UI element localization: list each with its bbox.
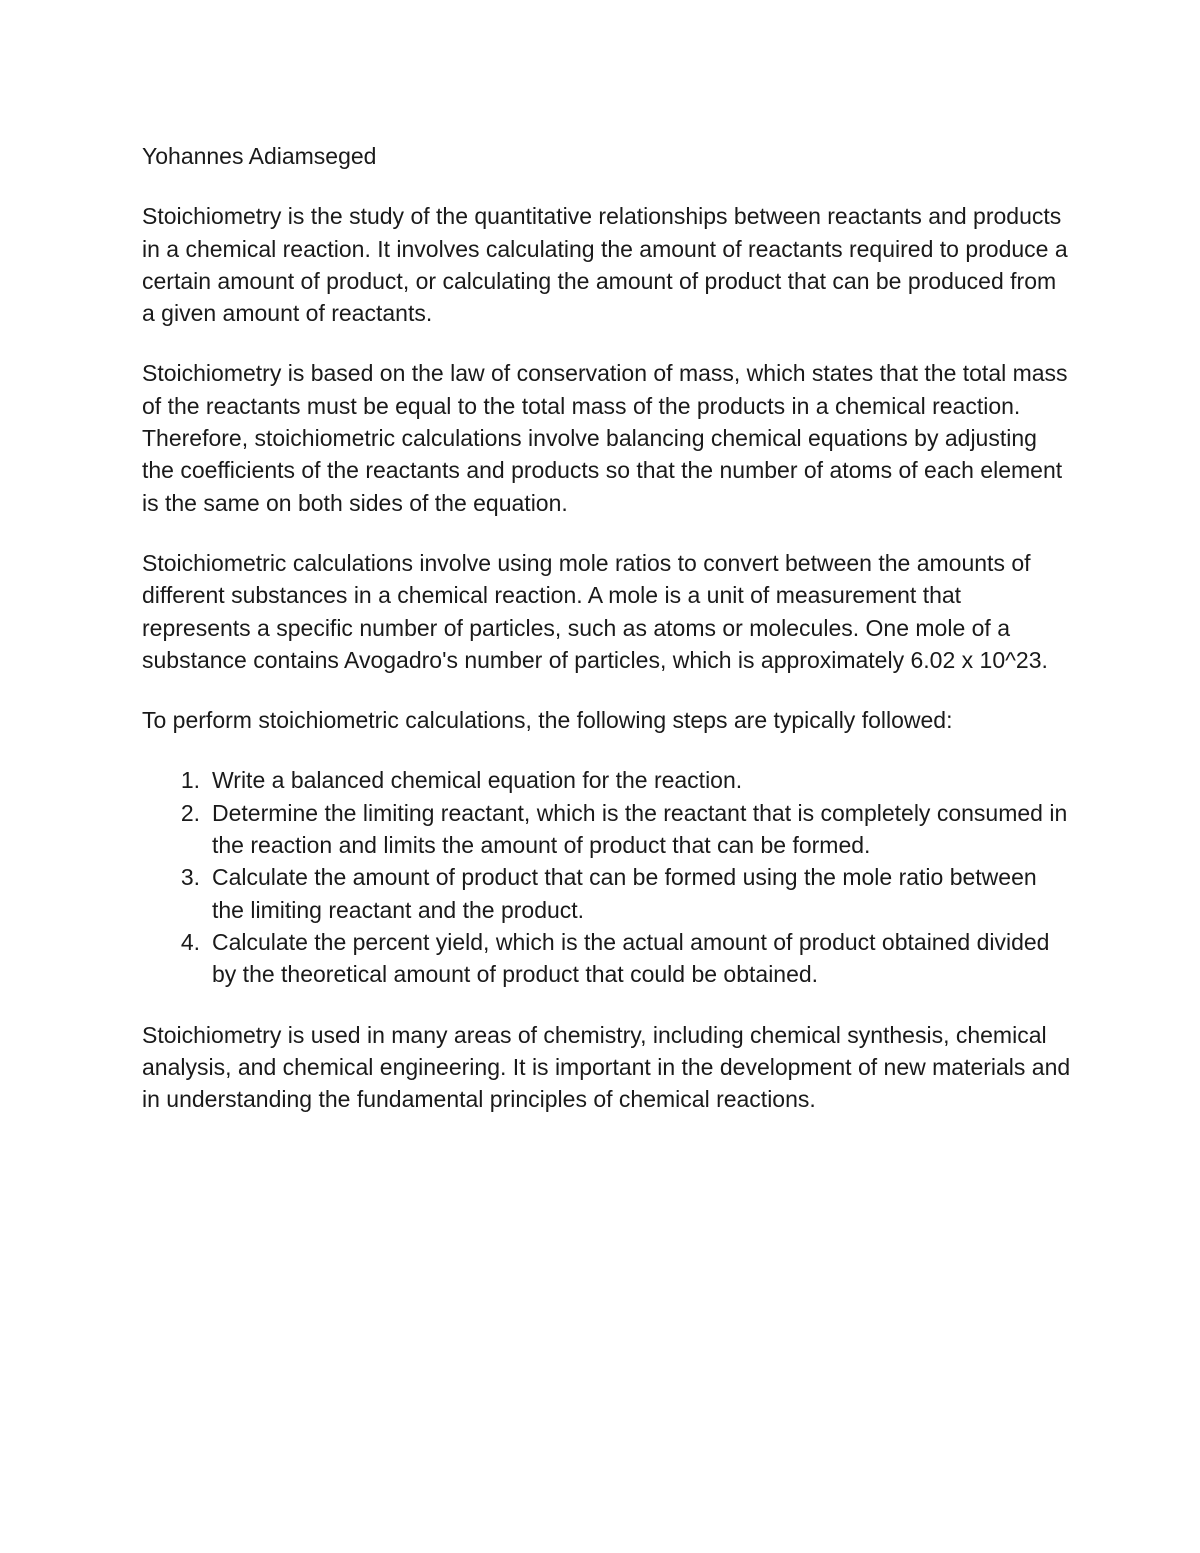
- author-name: Yohannes Adiamseged: [142, 143, 377, 169]
- paragraph-mole-ratios: Stoichiometric calculations involve using mole ratios to convert between the amounts of different substances in a chemical reaction. A mole is a unit of measurement that represents a specific number of particles, such as atoms or molecules. One mole of a substance contains Avogadro's number of particles, which is approximately 6.02 x 10^23.: [142, 549, 1048, 673]
- paragraph-conservation-of-mass: Stoichiometry is based on the law of conservation of mass, which states that the total mass of the reactants must be equal to the total mass of the products in a chemical reaction. Therefore, stoichiometric calculations involve balancing chemical equations by adjusting the coefficients of the reactants and products so that the number of atoms of each element is the same on both sides of the equation.: [142, 360, 1068, 516]
- paragraph-applications: Stoichiometry is used in many areas of chemistry, including chemical synthesis, chemical analysis, and chemical engineering. It is important in the development of new materials and in understanding the fundamental principles of chemical reactions.: [142, 1021, 1071, 1113]
- steps-list: [142, 764, 1072, 990]
- list-item: [142, 797, 1072, 862]
- paragraph-steps-intro: To perform stoichiometric calculations, the following steps are typically followed:: [142, 707, 953, 734]
- step-number: 1.: [180, 767, 200, 794]
- paragraph-definition: Stoichiometry is the study of the quantitative relationships between reactants and products in a chemical reaction. It involves calculating the amount of reactants required to produce a certain amount of product, or calculating the amount of product that can be produced from a given amount of reactants.: [142, 203, 1068, 327]
- step-text: Write a balanced chemical equation for the reaction.: [212, 767, 743, 794]
- document-page: [142, 140, 1072, 1143]
- list-item: [142, 764, 1072, 796]
- list-item: [142, 926, 1072, 991]
- list-item: [142, 861, 1072, 926]
- step-number: 4.: [180, 928, 200, 955]
- step-number: 2.: [180, 799, 200, 826]
- step-number: 3.: [180, 864, 200, 891]
- step-text: Calculate the amount of product that can be formed using the mole ratio between the limiting reactant and the product.: [212, 864, 1037, 923]
- step-text: Calculate the percent yield, which is the actual amount of product obtained divided by the theoretical amount of product that could be obtained.: [212, 928, 1050, 988]
- step-text: Determine the limiting reactant, which is the reactant that is completely consumed in the reaction and limits the amount of product that can be formed.: [212, 799, 1068, 859]
